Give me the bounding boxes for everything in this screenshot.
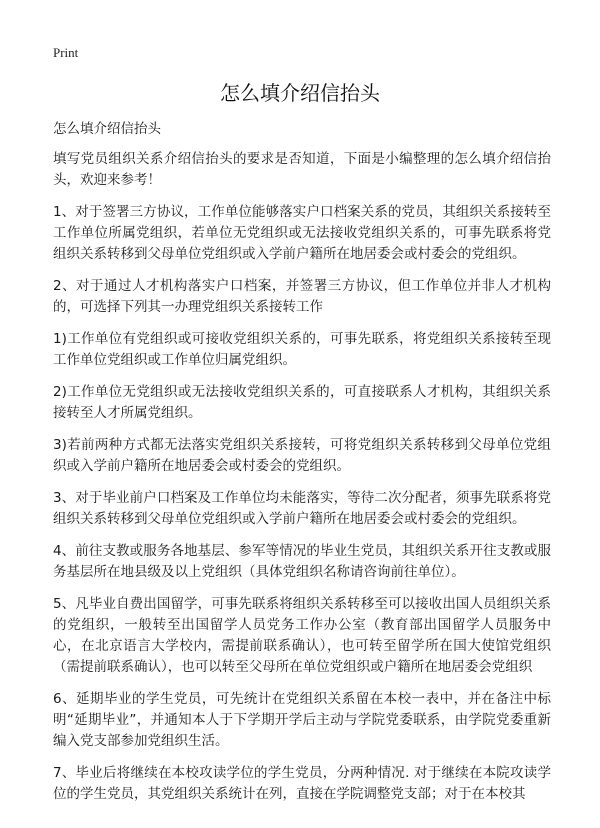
document-title: 怎么填介绍信抬头: [220, 81, 380, 105]
paragraph-item-6: 6、延期毕业的学生党员，可先统计在党组织关系留在本校一表中，并在备注中标明“延期毕业”，并通知本人于下学期开学后主动与学院党委联系，由学院党委重新编入党支部参加党组织生活。: [53, 691, 551, 749]
document-body: [53, 118, 551, 816]
paragraph-item-2-option-1: 1)工作单位有党组织或可接收党组织关系的，可事先联系，将党组织关系接转至现工作单位党组织或工作单位归属党组织。: [53, 331, 551, 368]
paragraph-item-7: 7、毕业后将继续在本校攻读学位的学生党员，分两种情况. 对于继续在本院攻读学位的学生党员，其党组织关系统计在列，直接在学院调整党支部；对于在本校其: [53, 765, 551, 802]
paragraph-item-2: 2、对于通过人才机构落实户口档案，并签署三方协议，但工作单位并非人才机构的，可选择下列其一办理党组织关系接转工作: [53, 278, 551, 315]
paragraph-item-2-option-2: 2)工作单位无党组织或无法接收党组织关系的，可直接联系人才机构，其组织关系接转至人才所属党组织。: [53, 384, 551, 421]
paragraph-item-3: 3、对于毕业前户口档案及工作单位均未能落实，等待二次分配者，须事先联系将党组织关系转移到父母单位党组织或入学前户籍所在地居委会或村委会的党组织。: [53, 490, 551, 527]
paragraph-item-4: 4、前往支教或服务各地基层、参军等情况的毕业生党员，其组织关系开往支教或服务基层所在地县级及以上党组织（具体党组织名称请咨询前往单位）。: [53, 543, 551, 580]
paragraph-item-5: 5、凡毕业自费出国留学，可事先联系将组织关系转移至可以接收出国人员组织关系的党组织，一般转至出国留学人员党务工作办公室（教育部出国留学人员服务中心，在北京语言大学校内，需提前联系确认），也可转至留学所在国大使馆党组织（需提前联系确认），也可以转至父母所在单位党组织或户籍所在地居委会党组织: [53, 596, 551, 675]
paragraph-item-2-option-3: 3)若前两种方式都无法落实党组织关系接转，可将党组织关系转移到父母单位党组织或入学前户籍所在地居委会或村委会的党组织。: [53, 437, 551, 474]
paragraph-item-1: 1、对于签署三方协议，工作单位能够落实户口档案关系的党员，其组织关系接转至工作单位所属党组织，若单位无党组织或无法接收党组织关系的，可事先联系将党组织关系转移到父母单位党组织或入学前户籍所在地居委会或村委会的党组织。: [53, 204, 551, 262]
paragraph-intro: 填写党员组织关系介绍信抬头的要求是否知道，下面是小编整理的怎么填介绍信抬头，欢迎来参考！: [53, 151, 551, 188]
print-link[interactable]: Print: [53, 45, 79, 60]
document-subtitle: 怎么填介绍信抬头: [53, 121, 161, 137]
